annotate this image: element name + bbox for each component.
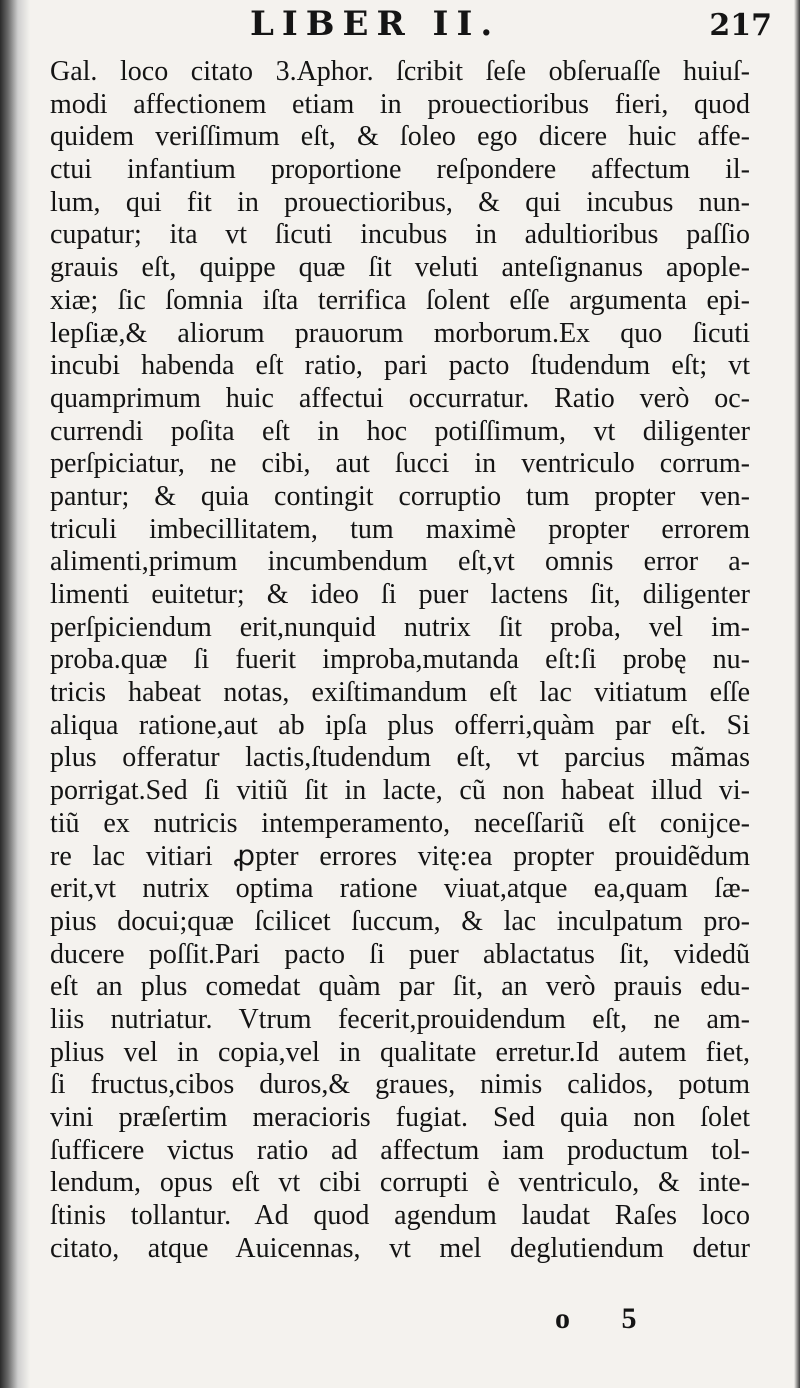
text-line: lepſiæ,& aliorum prauorum morborum.Ex quo ſicuti xyxy=(50,317,750,349)
signature-mark: o 5 xyxy=(555,1302,659,1335)
text-line: tiũ ex nutricis intemperamento, neceſſariũ eſt conijce- xyxy=(50,807,750,839)
text-line: plus offeratur lactis,ſtudendum eſt, vt parcius mãmas xyxy=(50,742,750,774)
text-line: ſufficere victus ratio ad affectum iam productum tol- xyxy=(50,1134,750,1166)
text-line: porrigat.Sed ſi vitiũ ſit in lacte, cũ non habeat illud vi- xyxy=(50,775,750,807)
text-line: aliqua ratione,aut ab ipſa plus offerri,quàm par eſt. Si xyxy=(50,709,750,741)
body-text xyxy=(50,56,750,1265)
text-line: eſt an plus comedat quàm par ſit, an verò prauis edu- xyxy=(50,971,750,1003)
text-line: lendum, opus eſt vt cibi corrupti è ventriculo, & inte- xyxy=(50,1167,750,1199)
text-line: perſpiciendum erit,nunquid nutrix ſit proba, vel im- xyxy=(50,611,750,643)
text-line: limenti euitetur; & ideo ſi puer lactens ſit, diligenter xyxy=(50,579,750,610)
text-line: cupatur; ita vt ſicuti incubus in adultioribus paſſio xyxy=(50,219,750,251)
text-line: pantur; & quia contingit corruptio tum propter ven- xyxy=(50,480,750,512)
text-line: perſpiciatur, ne cibi, aut ſucci in ventriculo corrum- xyxy=(50,448,750,480)
text-line: ſi fructus,cibos duros,& graues, nimis calidos, potum xyxy=(50,1069,750,1101)
page-header xyxy=(0,2,800,50)
text-line: ſtinis tollantur. Ad quod agendum laudat Raſes loco xyxy=(50,1200,750,1232)
text-line: proba.quæ ſi fuerit improba,mutanda eſt:ſi probę nu- xyxy=(50,644,750,676)
text-line: modi affectionem etiam in prouectioribus fieri, quod xyxy=(50,88,750,120)
running-head: LIBER II. xyxy=(250,4,501,44)
text-line: xiæ; ſic ſomnia iſta terrifica ſolent eſſe argumenta epi- xyxy=(50,284,750,316)
text-line: triculi imbecillitatem, tum maximè propter errorem xyxy=(50,513,750,545)
text-line: pius docui;quæ ſcilicet ſuccum, & lac inculpatum pro- xyxy=(50,905,750,937)
text-line: tricis habeat notas, exiſtimandum eſt lac vitiatum eſſe xyxy=(50,677,750,709)
text-line: erit,vt nutrix optima ratione viuat,atque ea,quam ſæ- xyxy=(50,873,750,905)
text-line: incubi habenda eſt ratio, pari pacto ſtudendum eſt; vt xyxy=(50,350,750,382)
text-line: quidem veriſſimum eſt, & ſoleo ego dicere huic affe- xyxy=(50,121,750,153)
text-line: citato, atque Auicennas, vt mel deglutiendum detur xyxy=(50,1232,750,1264)
text-line: vini præſertim meracioris fugiat. Sed quia non ſolet xyxy=(50,1102,750,1133)
text-line: quamprimum huic affectui occurratur. Ratio verò oc- xyxy=(50,382,750,414)
text-line: alimenti,primum incumbendum eſt,vt omnis error a- xyxy=(50,546,750,578)
text-line: plius vel in copia,vel in qualitate erretur.Id autem fiet, xyxy=(50,1036,750,1068)
page-number: 217 xyxy=(709,8,772,43)
text-line: ctui infantium proportione reſpondere affectum il- xyxy=(50,154,750,186)
text-line: grauis eſt, quippe quæ ſit veluti anteſignanus apople- xyxy=(50,252,750,284)
text-line: lum, qui fit in prouectioribus, & qui incubus nun- xyxy=(50,186,750,218)
text-line: ducere poſſit.Pari pacto ſi puer ablactatus ſit, videdũ xyxy=(50,938,750,970)
text-line: re lac vitiari ꝓpter errores vitę:ea propter prouidẽdum xyxy=(50,840,750,872)
text-line: currendi poſita eſt in hoc potiſſimum, vt diligenter xyxy=(50,415,750,447)
text-line: Gal. loco citato 3.Aphor. ſcribit ſeſe obſeruaſſe huiuſ- xyxy=(50,56,750,87)
text-line: liis nutriatur. Vtrum fecerit,prouidendum eſt, ne am- xyxy=(50,1003,750,1035)
